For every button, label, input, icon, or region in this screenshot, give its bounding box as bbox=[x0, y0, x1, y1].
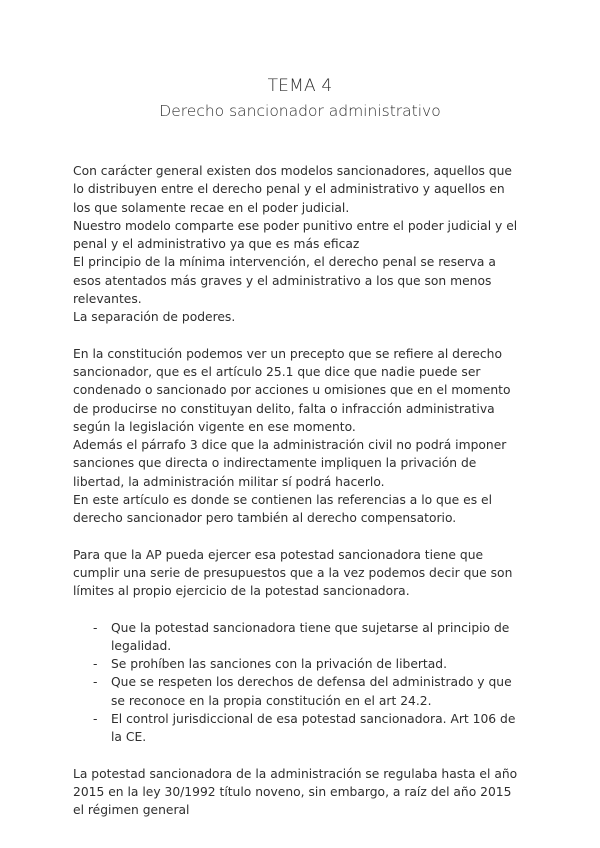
paragraph: Para que la AP pueda ejercer esa potestad sancionadora tiene que cumplir una serie de presupuestos que a la vez podemos decir que son límites al propio ejercicio de la potestad sancionadora. bbox=[73, 547, 513, 599]
section-models bbox=[73, 162, 518, 327]
section-regulation bbox=[73, 765, 518, 820]
spacer bbox=[73, 528, 518, 546]
document-header bbox=[0, 0, 600, 122]
document-title: TEMA 4 bbox=[267, 76, 333, 96]
spacer bbox=[73, 327, 518, 345]
paragraph: El principio de la mínima intervención, el derecho penal se reserva a esos atentados más graves y el administrativo a los que son menos relevantes. bbox=[73, 255, 496, 307]
section-constitution bbox=[73, 345, 518, 528]
list-item: - Que la potestad sancionadora tiene que sujetarse al principio de legalidad. bbox=[93, 619, 518, 656]
document-body bbox=[73, 162, 518, 820]
paragraph: En este artículo es donde se contienen las referencias a lo que es el derecho sancionador pero también al derecho compensatorio. bbox=[73, 493, 492, 526]
spacer bbox=[73, 747, 518, 765]
document-subtitle: Derecho sancionador administrativo bbox=[159, 102, 441, 120]
list-item: - El control jurisdiccional de esa potestad sancionadora. Art 106 de la CE. bbox=[93, 710, 518, 747]
paragraph: Además el párrafo 3 dice que la administración civil no podrá imponer sanciones que directa o indirectamente impliquen la privación de libertad, la administración militar sí podrá hacerlo. bbox=[73, 438, 507, 489]
section-requirements bbox=[73, 546, 518, 601]
paragraph: Con carácter general existen dos modelos sancionadores, aquellos que lo distribuyen entre el derecho penal y el administrativo y aquellos en los que solamente recae en el poder judicial. bbox=[73, 164, 512, 215]
requirements-list bbox=[73, 619, 518, 747]
list-item: - Se prohíben las sanciones con la privación de libertad. bbox=[93, 655, 518, 673]
list-item: - Que se respeten los derechos de defensa del administrado y que se reconoce en la propia constitución en el art 24.2. bbox=[93, 673, 518, 710]
paragraph: En la constitución podemos ver un precepto que se refiere al derecho sancionador, que es el artículo 25.1 que dice que nadie puede ser condenado o sancionado por acciones u omisiones que en el momento de producirse no constituyan delito, falta o infracción administrativa según la legislación vigente en ese momento. bbox=[73, 346, 511, 434]
spacer bbox=[73, 601, 518, 619]
paragraph: Nuestro modelo comparte ese poder punitivo entre el poder judicial y el penal y el administrativo ya que es más eficaz bbox=[73, 218, 518, 252]
paragraph: La potestad sancionadora de la administración se regulaba hasta el año 2015 en la ley 30/1992 título noveno, sin embargo, a raíz del año 2015 el régimen general bbox=[73, 766, 518, 818]
paragraph: La separación de poderes. bbox=[73, 310, 236, 325]
